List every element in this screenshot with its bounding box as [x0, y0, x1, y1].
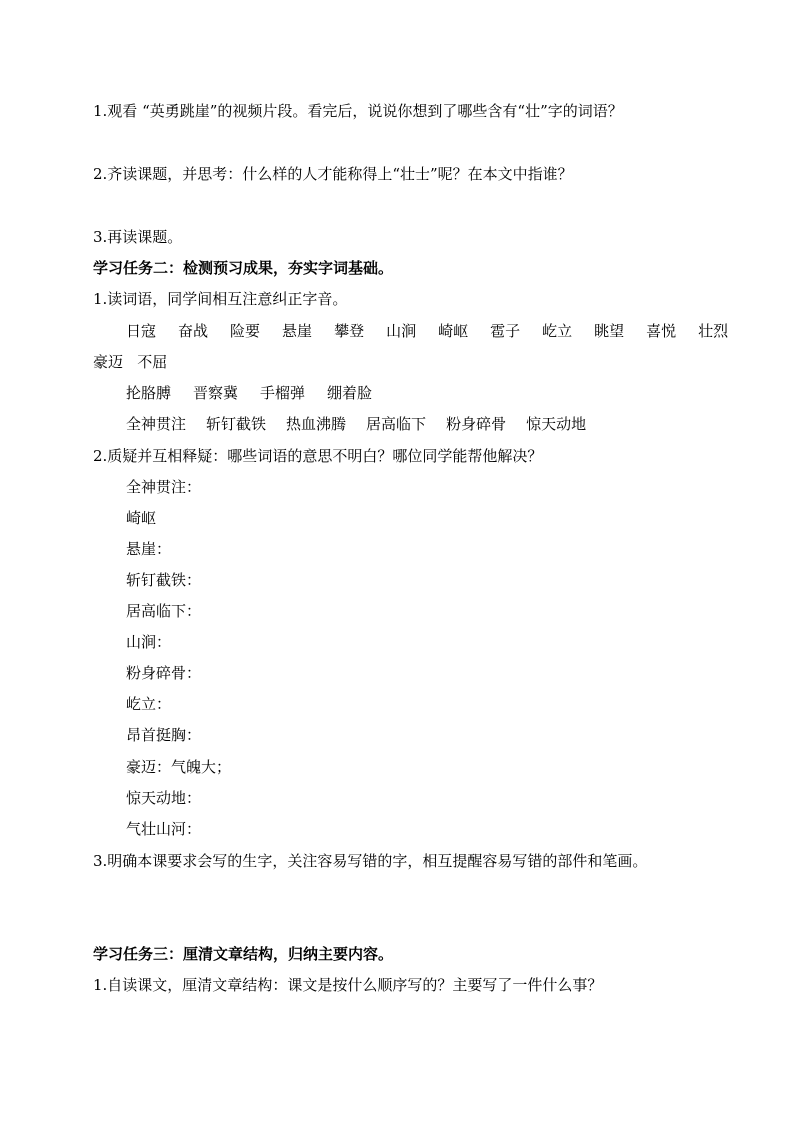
vocab-word: 惊天动地: [526, 415, 587, 433]
vocab-word: 壮烈: [698, 322, 729, 340]
definition-item: 屹立：: [126, 695, 172, 713]
vocab-word: 粉身碎骨: [446, 415, 507, 433]
definition-item: 居高临下：: [126, 602, 202, 620]
vocab-word: 攀登: [334, 322, 365, 340]
definition-item: 斩钉截铁：: [126, 571, 202, 589]
task2-item-2: 2.质疑并互相释疑：哪些词语的意思不明白？哪位同学能帮他解决？: [93, 447, 543, 465]
vocab-word: 全神贯注: [126, 415, 187, 433]
vocab-word: 晋察冀: [193, 384, 239, 402]
task3-heading: 学习任务三：厘清文章结构，归纳主要内容。: [93, 945, 394, 963]
vocab-word: 热血沸腾: [286, 415, 347, 433]
definition-item: 崎岖: [126, 509, 157, 527]
vocab-word: 手榴弹: [260, 384, 306, 402]
vocab-word: 喜悦: [646, 322, 677, 340]
definition-item: 全神贯注：: [126, 478, 202, 496]
task2-heading: 学习任务二：检测预习成果，夯实字词基础。: [93, 259, 394, 277]
vocab-word: 日寇: [126, 322, 157, 340]
definition-item: 气壮山河：: [126, 820, 202, 838]
task3-item-1: 1.自读课文，厘清文章结构：课文是按什么顺序写的？主要写了一件什么事？: [93, 976, 603, 994]
definition-item: 昂首挺胸：: [126, 726, 202, 744]
question-2: 2.齐读课题，并思考：什么样的人才能称得上“壮士”呢？在本文中指谁？: [93, 165, 573, 183]
vocab-word: 抡胳膊: [126, 384, 172, 402]
question-3: 3.再读课题。: [93, 228, 183, 246]
vocab-word: 险要: [230, 322, 261, 340]
task2-item-3: 3.明确本课要求会写的生字，关注容易写错的字，相互提醒容易写错的部件和笔画。: [93, 852, 648, 870]
vocab-word: 绷着脸: [327, 384, 373, 402]
task2-item-1: 1.读词语，同学间相互注意纠正字音。: [93, 290, 348, 308]
question-1: 1.观看 “英勇跳崖”的视频片段。看完后，说说你想到了哪些含有“壮”字的词语？: [93, 102, 623, 120]
vocab-word: 悬崖: [282, 322, 313, 340]
vocab-word: 眺望: [594, 322, 625, 340]
vocab-word: 崎岖: [438, 322, 469, 340]
definition-item: 悬崖：: [126, 540, 172, 558]
vocab-word: 居高临下: [366, 415, 427, 433]
definition-item: 豪迈：气魄大；: [126, 758, 232, 776]
vocab-word: 斩钉截铁: [206, 415, 267, 433]
vocab-row-1: [126, 321, 728, 341]
vocab-row-1-continued: 豪迈 不屈: [93, 353, 168, 371]
vocab-word: 雹子: [490, 322, 521, 340]
definition-item: 惊天动地：: [126, 789, 202, 807]
vocab-word: 山涧: [386, 322, 417, 340]
definition-item: 山涧：: [126, 633, 172, 651]
vocab-word: 奋战: [178, 322, 209, 340]
vocab-word: 屹立: [542, 322, 573, 340]
definition-item: 粉身碎骨：: [126, 664, 202, 682]
vocab-row-2: [126, 383, 394, 403]
vocab-row-3: [126, 414, 606, 434]
